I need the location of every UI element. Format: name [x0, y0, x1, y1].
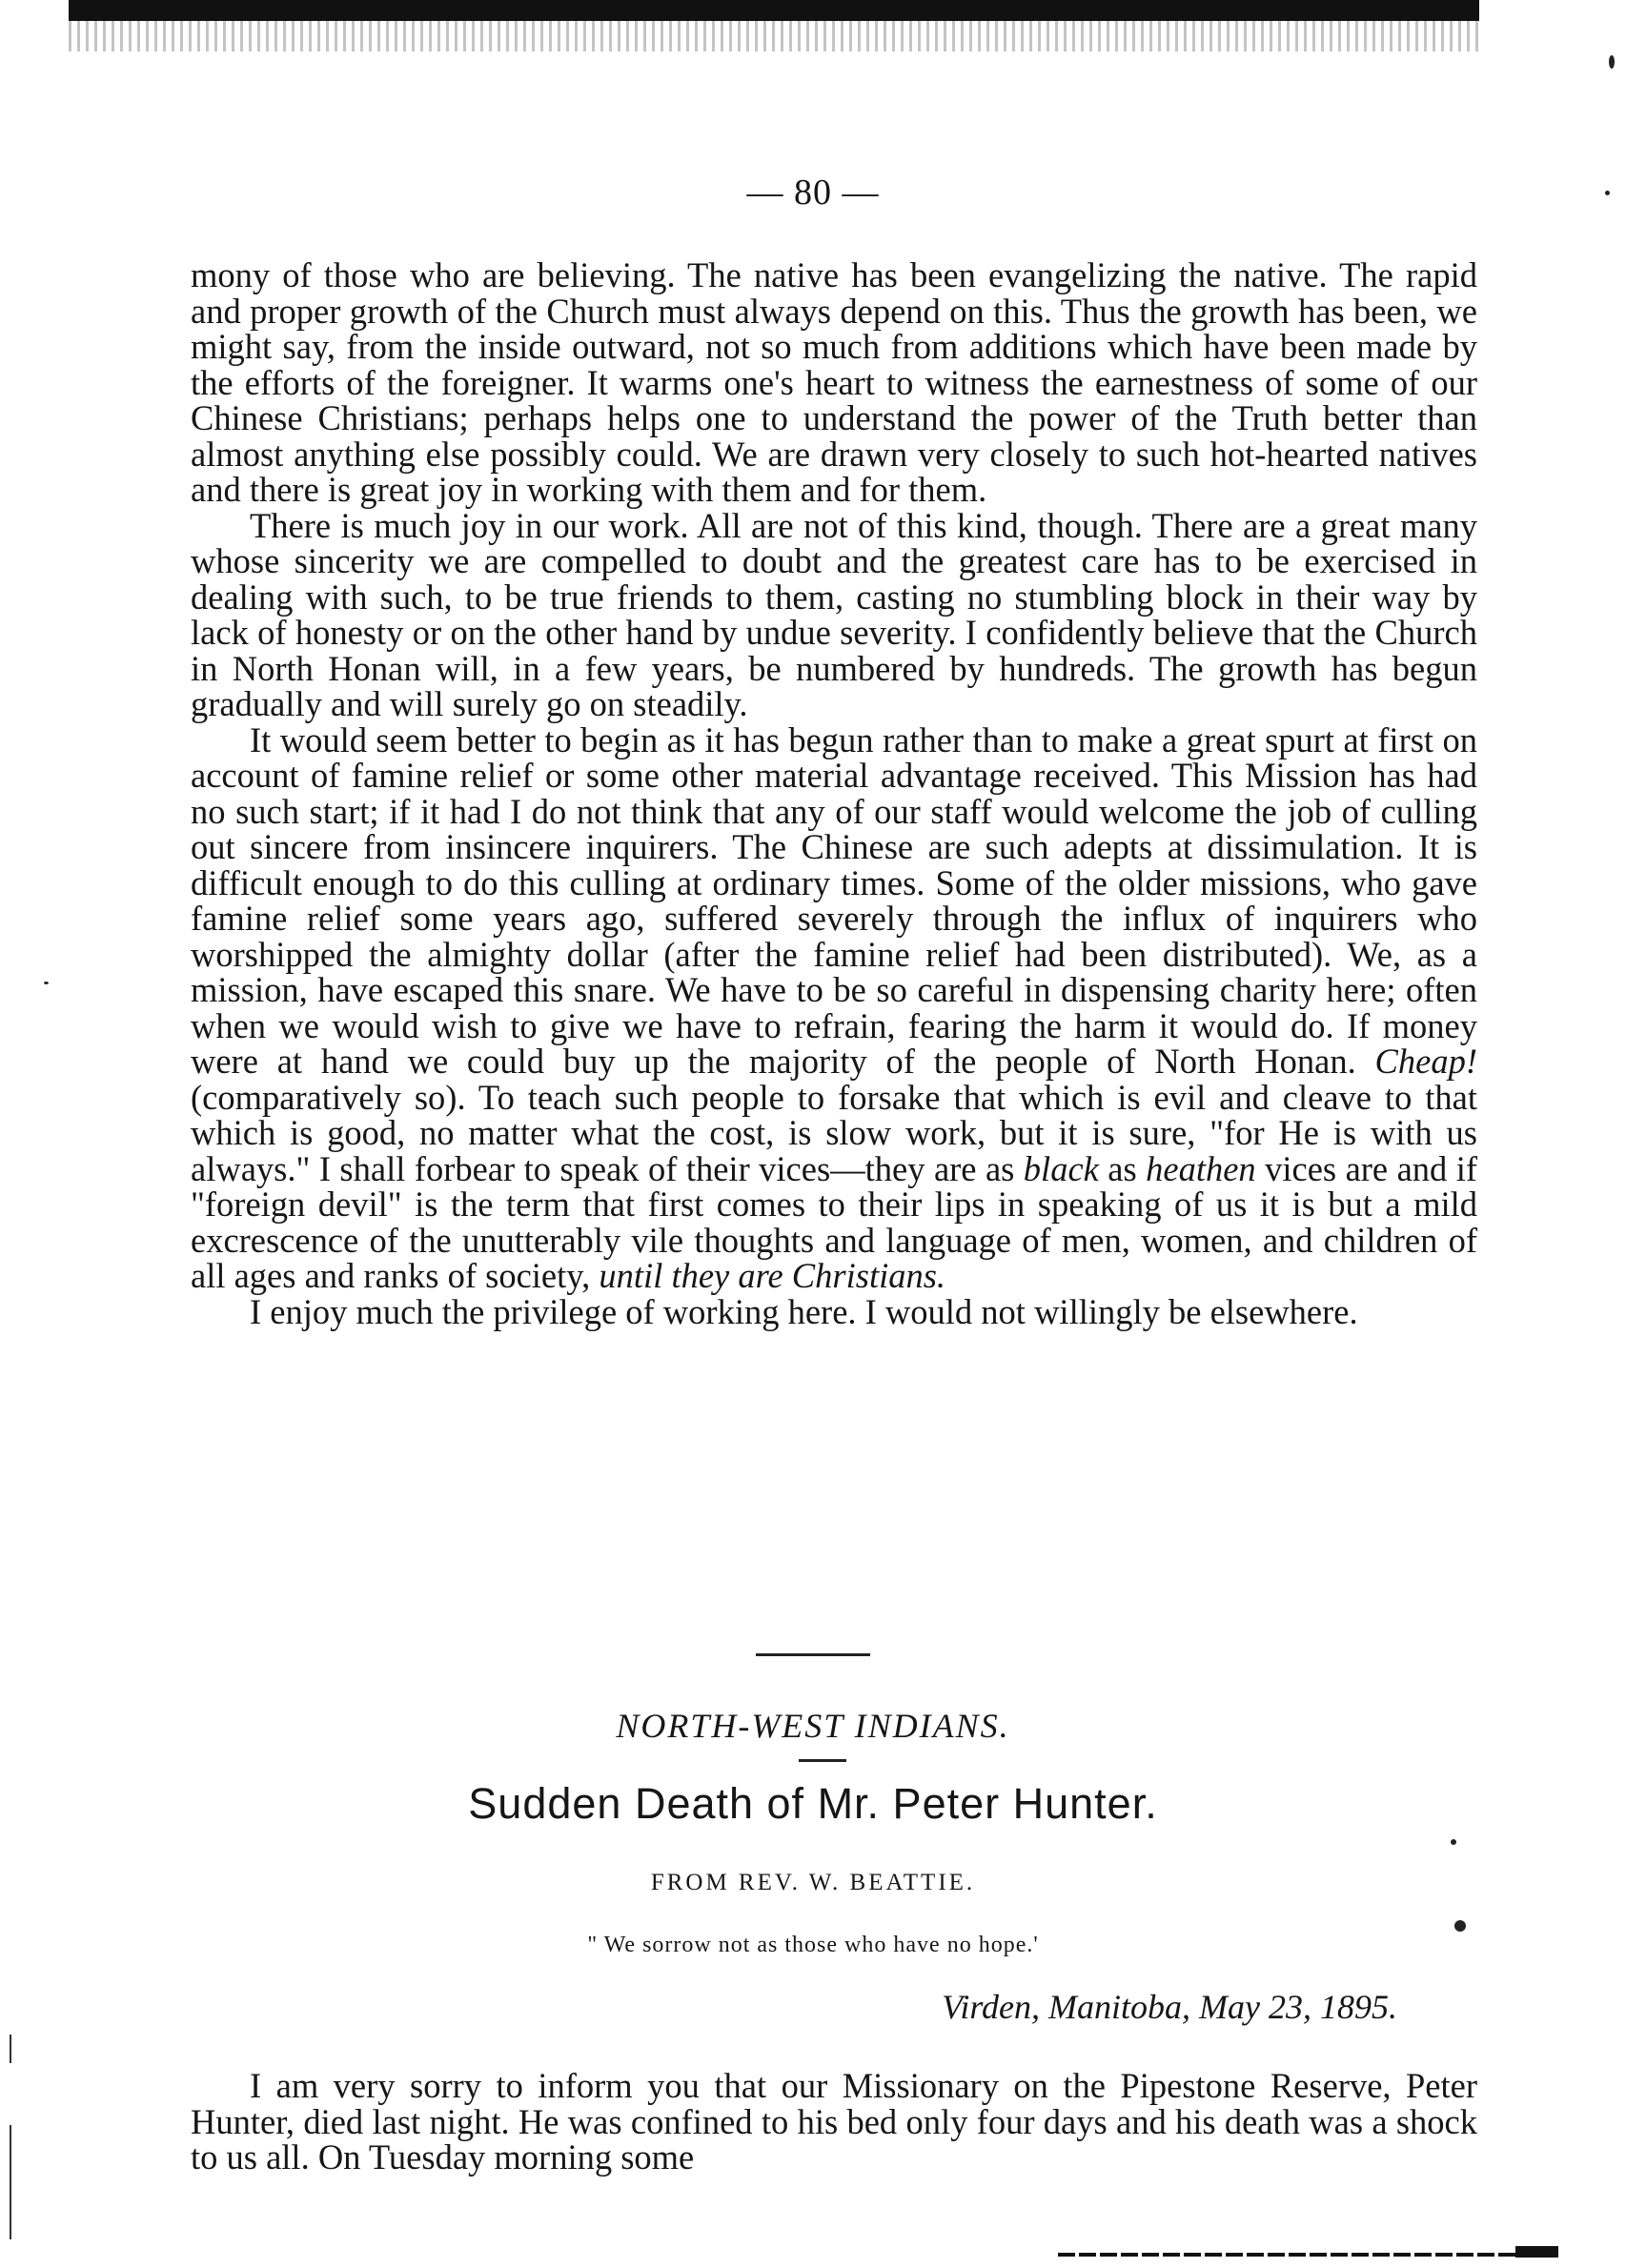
letter-body — [191, 2068, 1477, 2176]
byline: FROM REV. W. BEATTIE. — [650, 1870, 976, 1895]
scan-speck — [1609, 55, 1615, 69]
scan-bottom-mark — [1515, 2246, 1558, 2258]
scan-margin-mark — [10, 2125, 11, 2239]
italic-text: until they are Christians. — [599, 1256, 946, 1295]
body-paragraph: mony of those who are believing. The native has been evangelizing the native. The rapid and proper growth of the Church must always depend on this. Thus the growth has been, we might say, from the inside outward, not so much from additions which have been made by the efforts of the foreigner. It warms one's heart to witness the earnestness of some of our Chinese Christians; perhaps helps one to understand the power of the Truth better than almost anything else possibly could. We are drawn very closely to such hot-hearted natives and there is great joy in working with them and for them. — [191, 255, 1477, 509]
scan-speck — [44, 982, 49, 984]
closing-paragraph: I enjoy much the privilege of working here. I would not willingly be elsewhere. — [250, 1291, 1358, 1331]
italic-text: heathen — [1146, 1148, 1256, 1188]
paragraph-text: It would seem better to begin as it has begun rather than to make a great spurt at first on account of famine relief or some other material advantage received. This Mission has had no such start; if it had I do not think that any of our staff would welcome the job of culling out sincere from insincere inquirers. The Chinese are such adepts at dissimulation. It is difficult enough to do this culling at ordinary times. Some of the older missions, who gave famine relief some years ago, suffered severely through the influx of inquirers who worshipped the almighty dollar (after the famine relief had been distributed). We, as a mission, have escaped this snare. We have to be so careful in dispensing charity here; often when we would wish to give we have to refrain, fearing the harm it would do. If money were at hand we could buy up the majority of the people of North Honan. — [191, 719, 1477, 1081]
body-paragraph: There is much joy in our work. All are not of this kind, though. There are a great many whose sincerity we are compelled to doubt and the greatest care has to be exercised in dealing with such, to be true friends to them, casting no stumbling block in their way by lack of honesty or on the other hand by undue severity. I confidently believe that the Church in North Honan will, in a few years, be numbered by hundreds. The growth has begun gradually and will surely go on steadily. — [191, 505, 1477, 723]
body-paragraph — [191, 719, 1478, 1295]
scan-noise-band — [69, 21, 1479, 51]
epigraph: " We sorrow not as those who have no hope.' — [587, 1933, 1039, 1957]
letter-paragraph: I am very sorry to inform you that our Missionary on the Pipestone Reserve, Peter Hunter, died last night. He was confined to his bed only four days and his death was a shock to us all. On Tuesday morning some — [191, 2066, 1477, 2177]
scan-speck — [1451, 1839, 1456, 1845]
section-heading: NORTH-WEST INDIANS. — [616, 1707, 1010, 1745]
scan-margin-mark — [10, 2035, 11, 2063]
scan-bottom-edge — [1058, 2253, 1554, 2257]
italic-text: Cheap! — [1374, 1042, 1477, 1081]
section-divider — [756, 1653, 870, 1656]
dateline: Virden, Manitoba, May 23, 1895. — [942, 1988, 1397, 2026]
paragraph-text: vices are and if "foreign devil" is the term that first comes to their lips in speaking of us it is but a mild excrescence of the unutterably vile thoughts and language of men, women, and children of all ages and ranks of society, — [191, 1148, 1478, 1295]
paragraph-text: as — [1098, 1148, 1147, 1188]
heading-divider — [799, 1759, 846, 1762]
scan-top-edge — [69, 0, 1479, 21]
italic-text: black — [1023, 1148, 1099, 1188]
article-title: Sudden Death of Mr. Peter Hunter. — [468, 1779, 1158, 1828]
scan-speck — [1454, 1920, 1466, 1932]
page-number: — 80 — — [746, 172, 880, 213]
body-column — [191, 257, 1477, 1329]
paragraph-text: (comparatively so). To teach such people to forsake that which is evil and cleave to that which is good, no matter what the cost, is slow work, but it is sure, "for He is with us always." I shall forbear to speak of their vices—they are as — [191, 1077, 1477, 1188]
